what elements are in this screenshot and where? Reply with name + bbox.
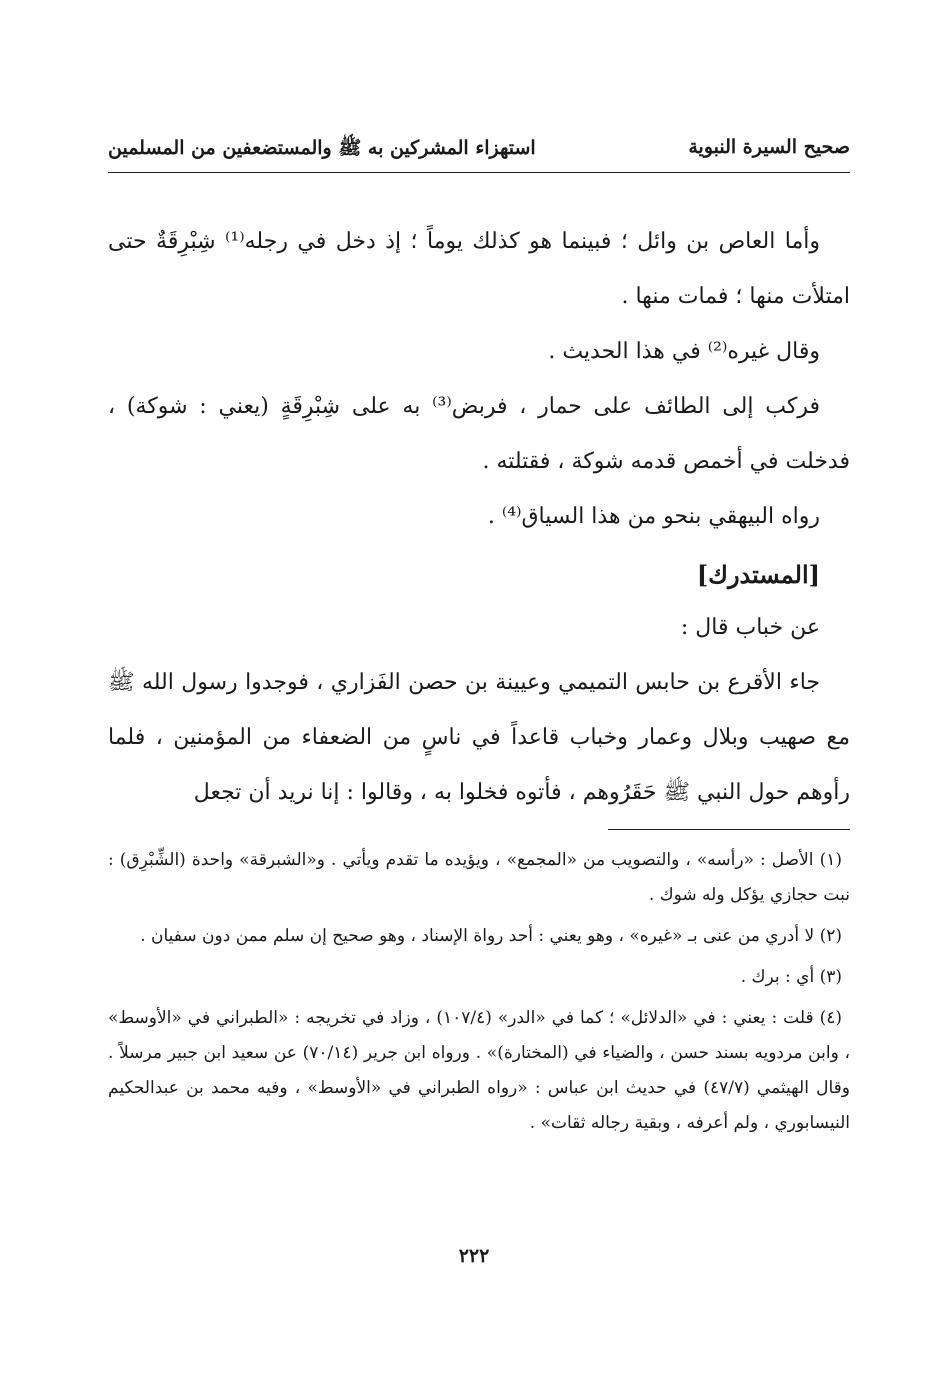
footnotes xyxy=(108,843,850,1147)
page-header xyxy=(108,132,850,172)
narration-text: جاء الأقرع بن حابس التميمي وعيينة بن حصن الفَزاري ، فوجدوا رسول الله ﷺ مع صهيب وبلال وعمار وخباب قاعداً في ناسٍ من الضعفاء من المؤمنين ، فلما رأوهم حول النبي ﷺ حَقَرُوهم ، فأتوه فخلوا به ، وقالوا : إنا نريد أن تجعل xyxy=(108,670,850,805)
main-text xyxy=(108,214,850,820)
paragraph-al-as-ibn-wail: وأما العاص بن وائل ؛ فبينما هو كذلك يوماً ؛ إذ دخل في رجله⁽¹⁾ شِبْرِقَةٌ حتى امتلأت منها ؛ فمات منها . xyxy=(108,229,850,309)
narration-intro: عن خباب قال : xyxy=(680,615,820,640)
section-title-mustadrak: [المستدرك] xyxy=(696,560,820,589)
header-divider xyxy=(108,172,850,173)
running-title: صحيح السيرة النبوية xyxy=(688,136,850,158)
page-number: ٢٢٢ xyxy=(458,1245,490,1267)
footnote-2: (٢) لا أدري من عنى بـ «غيره» ، وهو يعني : أحد رواة الإسناد ، وهو صحيح إن سلم ممن دون سفيان . xyxy=(140,926,842,946)
paragraph-bayhaqi: رواه البيهقي بنحو من هذا السياق⁽⁴⁾ . xyxy=(487,504,820,529)
footnote-1: (١) الأصل : «رأسه» ، والتصويب من «المجمع» ، ويؤيده ما تقدم ويأتي . و«الشبرقة» واحدة (الشِّبْرِق) : نبت حجازي يؤكل وله شوك . xyxy=(108,850,850,905)
paragraph-taif-donkey: فركب إلى الطائف على حمار ، فربض⁽³⁾ به على شِبْرِقَةٍ (يعني : شوكة) ، فدخلت في أخمص قدمه شوكة ، فقتلته . xyxy=(108,394,850,474)
footnote-3: (٣) أي : برك . xyxy=(740,967,842,987)
footnote-divider xyxy=(608,829,850,830)
chapter-title: استهزاء المشركين به ﷺ والمستضعفين من المسلمين xyxy=(108,137,536,159)
paragraph-other-narration: وقال غيره⁽²⁾ في هذا الحديث . xyxy=(548,339,820,364)
footnote-4: (٤) قلت : يعني : في «الدلائل» ؛ كما في «الدر» (١٠٧/٤) ، وزاد في تخريجه : «الطبراني في «الأوسط» ، وابن مردويه بسند حسن ، والضياء في (المختارة)» . ورواه ابن جرير (٧٠/١٤) عن سعيد ابن جبير مرسلاً . وقال الهيثمي (٤٧/٧) في حديث ابن عباس : «رواه الطبراني في «الأوسط» ، وفيه محمد بن عبدالحكيم النيسابوري ، ولم أعرفه ، وبقية رجاله ثقات» . xyxy=(108,1008,850,1133)
